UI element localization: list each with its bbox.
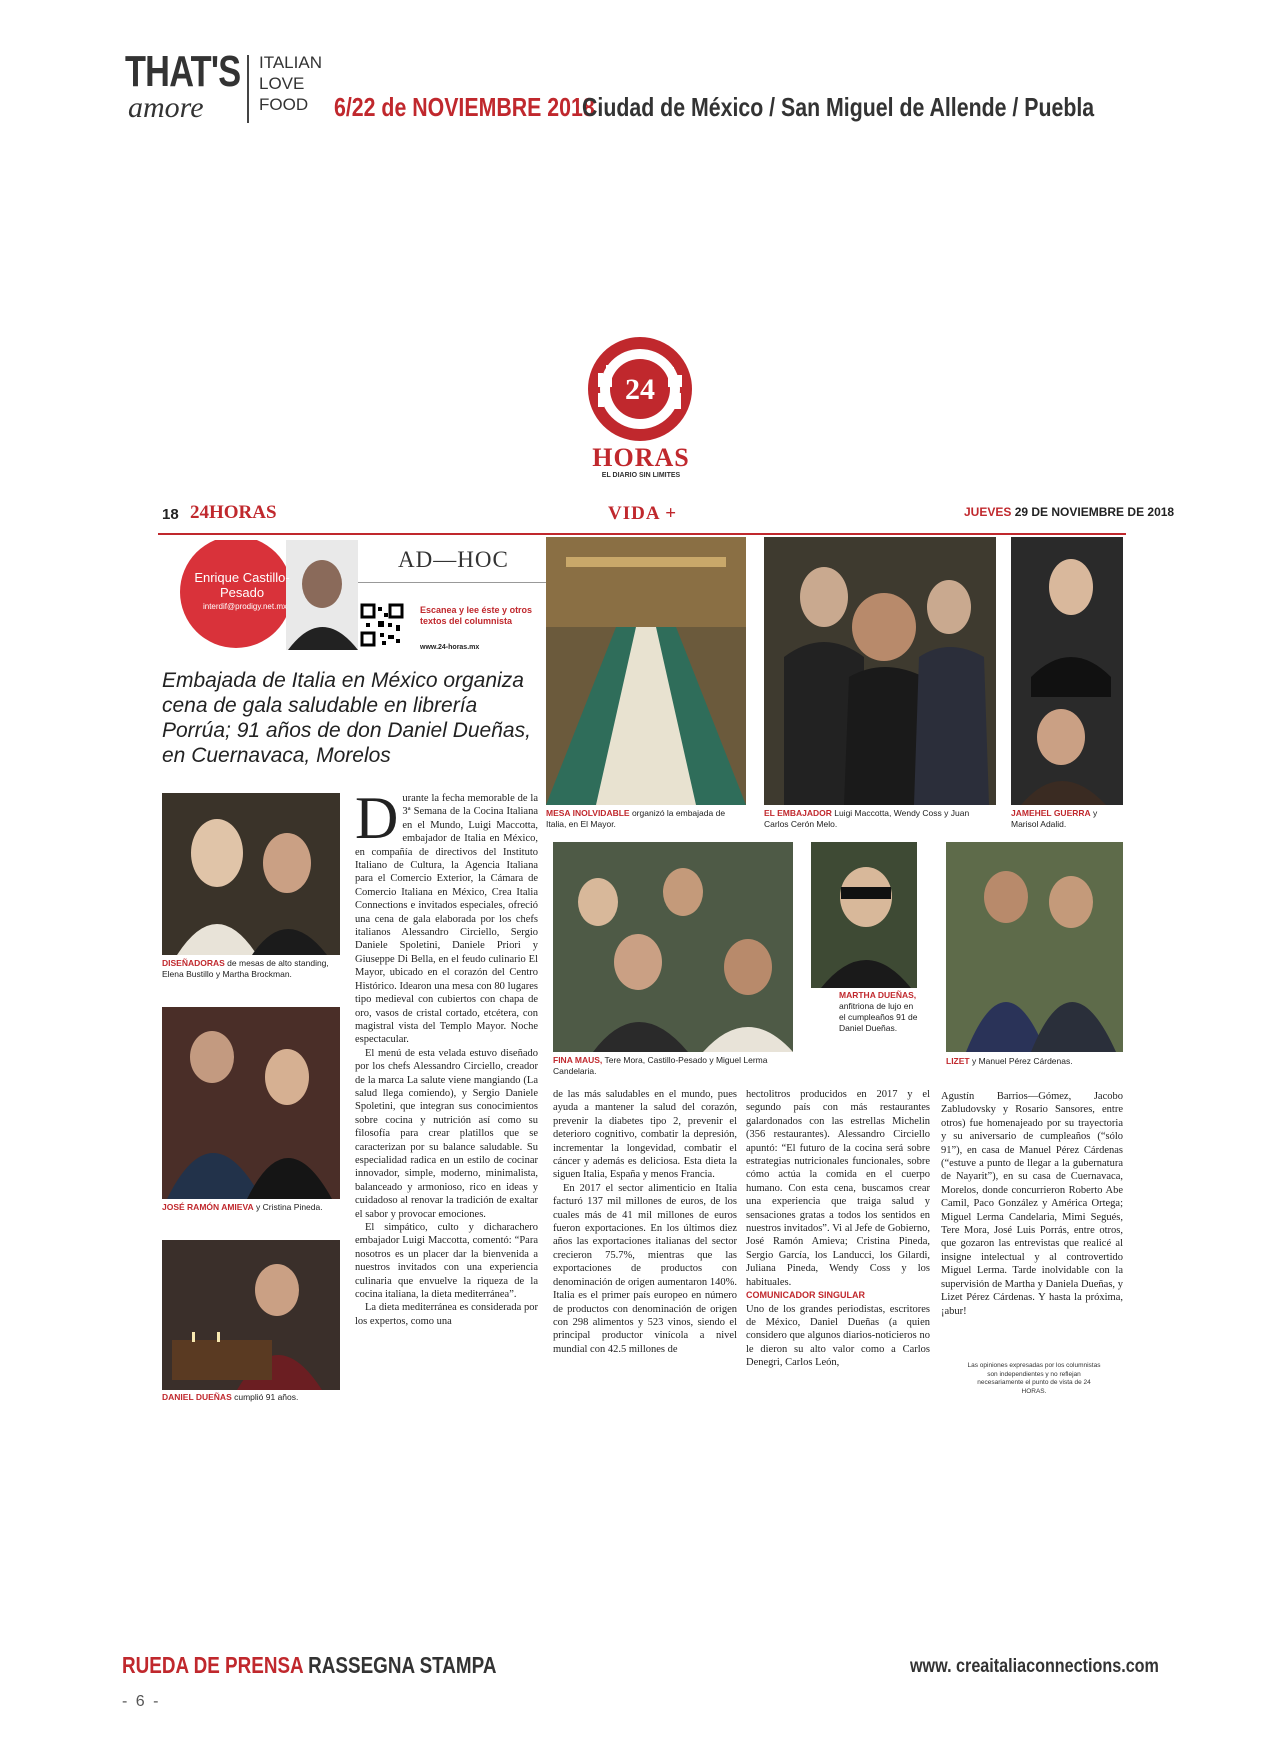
paragraph: hectolitros producidos en 2017 y el segundo país con más restaurantes galardonados con las estrellas Michelin (356 restaurantes). Alessandro Circiello apuntó: “El futuro de la cocina será sobre estrategias nutricionales funcionales, sobre cómo actúa la comida en el cuerpo humano. Con esta cena, buscamos crear una experiencia que traiga salud y sensaciones gratas a todos los sentidos en nuestros invitados”. Vi al Jefe de Gobierno, José Ramón Amieva; Cristina Pineda, Sergio García, los Landucci, los Gilardi, Juliana Pineda, Wendy Coss y los habituales. — [746, 1089, 930, 1288]
author-email: interdif@prodigy.net.mx — [202, 602, 287, 611]
caption-jamehel — [1011, 808, 1123, 830]
caption-name: FINA MAUS, — [553, 1055, 603, 1065]
clipping-page-number: 18 — [162, 506, 179, 523]
photo-banquet-table — [546, 537, 746, 805]
brand-divider — [247, 55, 249, 123]
caption-name: MESA INOLVIDABLE — [546, 808, 630, 818]
paragraph: El menú de esta velada estuvo diseñado por los chefs Alessandro Circiello, creador de la marca La salute viene mangiando (La salud llega comiendo), y Sergio Daniele Spoletini, que integran sus conocimientos sobre cocina y nutrición así como su filosofía para crear platillos que se caracterizan por su balance saludable. Su especialidad radica en un estilo de cocinar innovador, simple, moderno, minimalista, balanceado y armonioso, rico en ideas y cuidadoso al renovar la tradición de exaltar el sabor y provocar emociones. — [355, 1047, 538, 1220]
article-column-1 — [355, 792, 538, 1400]
footer-label — [122, 1652, 496, 1679]
paragraph: La dieta mediterránea es considerada por los expertos, como una — [355, 1302, 538, 1327]
caption-text: y Cristina Pineda. — [253, 1202, 323, 1212]
footer-page-number: - 6 - — [122, 1693, 161, 1710]
subhead: COMUNICADOR SINGULAR — [746, 1290, 865, 1301]
caption-name: MARTHA DUEÑAS, — [839, 990, 917, 1000]
caption-text: anfitriona de lujo en el cumpleaños 91 de Daniel Dueñas. — [839, 1001, 918, 1033]
caption-jose — [162, 1202, 340, 1213]
caption-text: organizó la embajada de Italia, en El Mayor. — [546, 808, 726, 829]
caption-text: Luigi Maccotta, Wendy Coss y Juan Carlos Cerón Melo. — [764, 808, 970, 829]
caption-martha — [839, 990, 921, 1034]
logo-tagline: EL DIARIO SIN LIMITES — [601, 472, 681, 479]
caption-text: Tere Mora, Castillo-Pesado y Miguel Lerma Candelaria. — [553, 1055, 768, 1076]
author-name: Enrique Castillo-Pesado — [194, 570, 290, 600]
clipping-date — [964, 505, 1174, 519]
photo-jose-ramon-amieva — [162, 1007, 340, 1199]
paragraph: Uno de los grandes periodistas, escritores de México, Daniel Dueñas (a quien considero que algunos diarios-noticieros no le dieron su alto valor como a Carlos Denegri, Carlos León, — [746, 1303, 930, 1369]
caption-name: EL EMBAJADOR — [764, 808, 832, 818]
logo-name: HORAS — [592, 443, 690, 472]
clipping-section: VIDA + — [608, 503, 678, 524]
brand-sub-line: ITALIAN — [259, 53, 322, 72]
footer-website: www. creaitaliaconnections.com — [910, 1656, 1159, 1677]
clipping-paper-name: 24HORAS — [190, 502, 277, 523]
event-cities: Ciudad de México / San Miguel de Allende / Puebla — [582, 92, 1095, 122]
caption-mesa — [546, 808, 746, 830]
article-column-4 — [941, 1090, 1123, 1360]
brand-sub-line: LOVE — [259, 74, 305, 93]
caption-text: y Marisol Adalid. — [1011, 808, 1098, 829]
paragraph: de las más saludables en el mundo, pues ayuda a mantener la salud del corazón, prevenir la diabetes tipo 2, prevenir el deterioro cognitivo, combatir la depresión, incrementar la longevidad, combatir el cáncer y además es deliciosa. Esta dieta la siguen Italia, España y menos Francia. — [553, 1089, 737, 1181]
24horas-logo-icon — [584, 333, 696, 445]
paragraph: urante la fecha memorable de la 3ª Semana de la Cocina Italiana en el Mundo, Luigi Maccotta, embajador de Italia en México, en compañía de directivos del Instituto Italiano de Cultura, la Agencia Italiana para el Comercio Exterior, la Cámara de Comercio Italiana en México, Crea Italia Connections e invitados especiales, ofreció una cena de gala elaborada por los chefs italianos Alessandro Circiello, Sergio Daniele Spoletini, Daniele Priori y Giuseppe Di Bella, en el feudo culinario El Mayor, ubicado en el corazón del Centro Histórico. Idearon una mesa con 80 lugares tipo medieval con cubiertos con chapa de oro, vasos de cristal cortado, etcétera, con magistral vista del Templo Mayor. Noche espectacular. — [355, 793, 538, 1046]
photo-martha-duenas — [811, 842, 917, 988]
caption-name: LIZET — [946, 1056, 970, 1066]
paragraph: Agustín Barrios—Gómez, Jacobo Zabludovsky y Rosario Sansores, entre otros) fue homenajeado por su trayectoria y su aniversario de cumpleaños (“sólo 91”), en casa de Manuel Pérez Cárdenas (“estuve a punto de llegar a la gubernatura de Nayarit”), en su casa de Cuernavaca, Morelos, donde concurrieron Roberto Abe Camil, Paco González y América Ortega; Miguel Lerma Candelaria, Mimi Segués, Tere Mora, José Luis Porrás, entre otros, que gozaron las entrevistas que realicé al insigne intelectual y al controvertido Miguel Lerma. Tarde inolvidable con la supervisión de Martha y Daniela Dueñas, y Lizet Pérez Cárdenas. Y hasta la próxima, ¡abur! — [941, 1091, 1123, 1317]
brand-sub-line: FOOD — [259, 95, 309, 114]
photo-jamehel-guerra — [1011, 537, 1123, 805]
qr-code-icon — [360, 603, 404, 647]
brand-subtitle — [259, 52, 322, 115]
caption-daniel — [162, 1392, 340, 1403]
drop-cap: D — [355, 792, 399, 851]
caption-text: de mesas de alto standing, Elena Bustillo y Martha Brockman. — [162, 958, 329, 979]
brand-amore: amore — [128, 91, 204, 124]
caption-name: DISEÑADORAS — [162, 958, 225, 968]
disclaimer: Las opiniones expresadas por los columnistas son independientes y no reflejan necesariamente el punto de vista de 24 HORAS. — [967, 1362, 1101, 1395]
caption-disenadoras — [162, 958, 340, 980]
scan-prompt: Escanea y lee éste y otros textos del columnista — [420, 605, 533, 626]
event-date: 6/22 de NOVIEMBRE 2018 — [334, 92, 595, 122]
caption-embajador — [764, 808, 996, 830]
column-divider — [358, 582, 558, 583]
article-column-3 — [746, 1088, 930, 1400]
logo-number: 24 — [625, 373, 655, 406]
caption-fina — [553, 1055, 793, 1077]
paragraph: En 2017 el sector alimenticio en Italia facturó 137 mil millones de euros, de los cuales más de 41 mil millones de euros fueron exportaciones. En los últimos diez años las exportaciones italianas del sector crecieron 75.7%, mientras que las exportaciones de productos con denominación de origen aumentaron 140%. Italia es el primer país europeo en número de productos con denominación de origen con 298 alimentos y 523 vinos, siendo el principal productor vinícola a nivel mundial con 42.5 millones de — [553, 1182, 737, 1355]
caption-text: y Manuel Pérez Cárdenas. — [969, 1056, 1073, 1066]
column-title: AD—HOC — [398, 547, 509, 572]
clipping-date-text: 29 DE NOVIEMBRE DE 2018 — [1014, 505, 1175, 519]
brand-thats: THAT'S — [125, 47, 241, 96]
caption-text: cumplió 91 años. — [231, 1392, 299, 1402]
photo-disenadoras — [162, 793, 340, 955]
photo-lizet — [946, 842, 1123, 1052]
footer-label-dark: RASSEGNA STAMPA — [308, 1652, 497, 1678]
caption-name: DANIEL DUEÑAS — [162, 1392, 232, 1402]
caption-name: JAMEHEL GUERRA — [1011, 808, 1091, 818]
article-headline: Embajada de Italia en México organiza cena de gala saludable en librería Porrúa; 91 años de don Daniel Dueñas, en Cuernavaca, Morelos — [162, 669, 531, 767]
clipping-weekday: JUEVES — [964, 505, 1012, 519]
clipping-web: www.24-horas.mx — [420, 644, 480, 651]
photo-fina-maus — [553, 842, 793, 1052]
footer-label-red: RUEDA DE PRENSA — [122, 1652, 303, 1678]
caption-name: JOSÉ RAMÓN AMIEVA — [162, 1202, 254, 1212]
paragraph: El simpático, culto y dicharachero embajador Luigi Maccotta, comentó: “Para nosotros es un placer dar la bienvenida a nuestros invitados con una experiencia culinaria que envuelve la riqueza de la cocina italiana, la dieta mediterránea”. — [355, 1222, 538, 1301]
caption-lizet — [946, 1056, 1123, 1067]
photo-daniel-duenas — [162, 1240, 340, 1390]
photo-ambassador — [764, 537, 996, 805]
article-column-2 — [553, 1088, 737, 1400]
